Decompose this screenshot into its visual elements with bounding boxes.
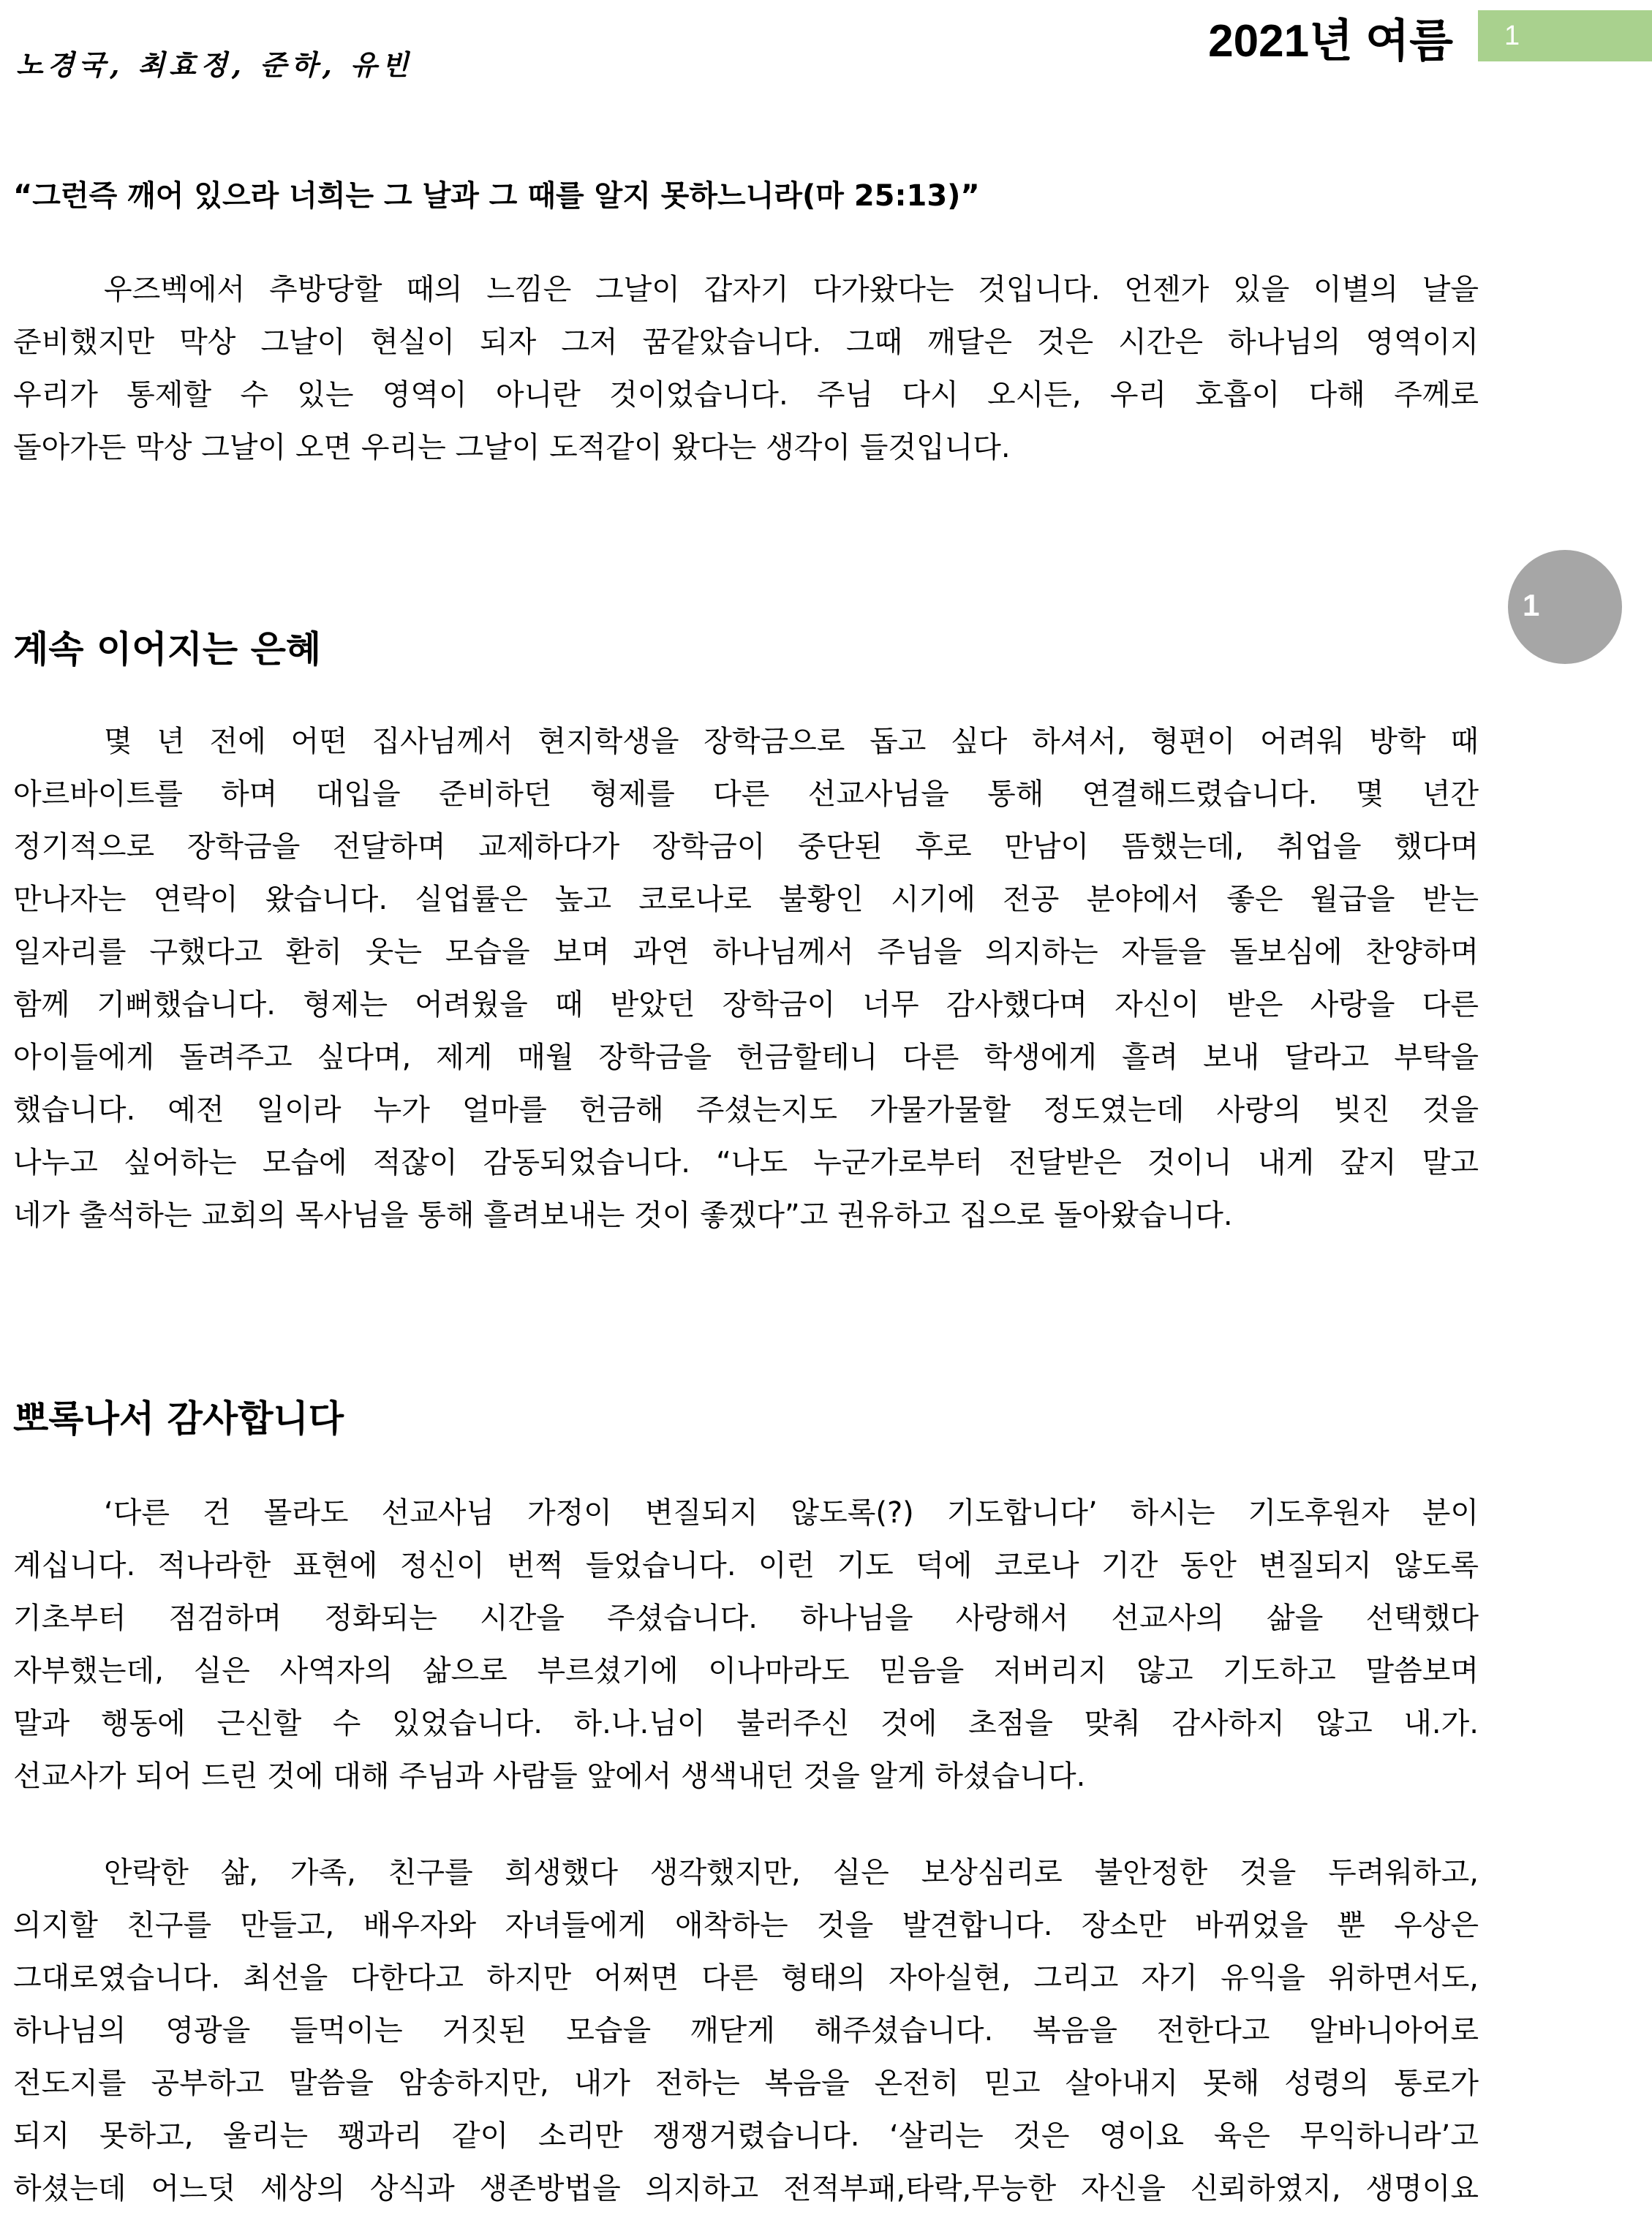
paragraph-line: 전도지를 공부하고 말씀을 암송하지만, 내가 전하는 복음을 온전히 믿고 살아내지 못해 성령의 통로가 [13, 2067, 1479, 2100]
grace-paragraph [13, 715, 1479, 1242]
paragraph-line: 자부했는데, 실은 사역자의 삶으로 부르셨기에 이나마라도 믿음을 저버리지 않고 기도하고 말씀보며 [13, 1654, 1479, 1688]
side-page-marker: 1 [1508, 550, 1622, 664]
paragraph-line: 안락한 삶, 가족, 친구를 희생했다 생각했지만, 실은 보상심리로 불안정한 것을 두려워하고, [104, 1856, 1479, 1890]
paragraph-line: 우리가 통제할 수 있는 영역이 아니란 것이었습니다. 주님 다시 오시든, 우리 호흡이 다해 주께로 [13, 378, 1479, 412]
thanks-paragraph-1 [13, 1487, 1479, 1803]
paragraph-line: 되지 못하고, 울리는 꽹과리 같이 소리만 쟁쟁거렸습니다. ‘살리는 것은 영이요 육은 무익하니라’고 [13, 2119, 1479, 2153]
paragraph-line: 계십니다. 적나라한 표현에 정신이 번쩍 들었습니다. 이런 기도 덕에 코로나 기간 동안 변질되지 않도록 [13, 1549, 1479, 1582]
paragraph-line: 그대로였습니다. 최선을 다한다고 하지만 어쩌면 다른 형태의 자아실현, 그리고 자기 유익을 위하면서도, [13, 1961, 1479, 1995]
paragraph-line: 했습니다. 예전 일이라 누가 얼마를 헌금해 주셨는지도 가물가물할 정도였는데 사랑의 빚진 것을 [13, 1093, 1479, 1127]
paragraph-line: 네가 출석하는 교회의 목사님을 통해 흘려보내는 것이 좋겠다”고 권유하고 집으로 돌아왔습니다. [13, 1199, 1233, 1232]
paragraph-line: 우즈벡에서 추방당할 때의 느낌은 그날이 갑자기 다가왔다는 것입니다. 언젠가 있을 이별의 날을 [104, 273, 1479, 306]
paragraph-line: 나누고 싶어하는 모습에 적잖이 감동되었습니다. “나도 누군가로부터 전달받은 것이니 내게 갚지 말고 [13, 1146, 1479, 1180]
paragraph-line: ‘다른 건 몰라도 선교사님 가정이 변질되지 않도록(?) 기도합니다’ 하시는 기도후원자 분이 [104, 1496, 1479, 1530]
paragraph-line: 말과 행동에 근신할 수 있었습니다. 하.나.님이 불러주신 것에 초점을 맞춰 감사하지 않고 내.가. [13, 1707, 1479, 1740]
paragraph-line: 함께 기뻐했습니다. 형제는 어려웠을 때 받았던 장학금이 너무 감사했다며 자신이 받은 사랑을 다른 [13, 988, 1479, 1022]
paragraph-line: 정기적으로 장학금을 전달하며 교제하다가 장학금이 중단된 후로 만남이 뜸했는데, 취업을 했다며 [13, 830, 1479, 864]
section-heading-grace: 계속 이어지는 은혜 [13, 628, 322, 671]
paragraph-line: 하나님의 영광을 들먹이는 거짓된 모습을 깨닫게 해주셨습니다. 복음을 전한다고 알바니아어로 [13, 2014, 1479, 2048]
paragraph-line: 선교사가 되어 드린 것에 대해 주님과 사람들 앞에서 생색내던 것을 알게 하셨습니다. [13, 1759, 1086, 1793]
scripture-quote: “그런즉 깨어 있으라 너희는 그 날과 그 때를 알지 못하느니라(마 25:13)” [13, 179, 980, 213]
paragraph-line: 의지할 친구를 만들고, 배우자와 자녀들에게 애착하는 것을 발견합니다. 장소만 바뀌었을 뿐 우상은 [13, 1909, 1479, 1942]
paragraph-line: 몇 년 전에 어떤 집사님께서 현지학생을 장학금으로 돕고 싶다 하셔서, 형편이 어려워 방학 때 [104, 725, 1479, 758]
paragraph-line: 돌아가든 막상 그날이 오면 우리는 그날이 도적같이 왔다는 생각이 들것입니다. [13, 431, 1011, 464]
intro-paragraph [13, 263, 1479, 474]
thanks-paragraph-2 [13, 1846, 1479, 2215]
paragraph-line: 일자리를 구했다고 환히 웃는 모습을 보며 과연 하나님께서 주님을 의지하는 자들을 돌보심에 찬양하며 [13, 935, 1479, 969]
paragraph-line: 만나자는 연락이 왔습니다. 실업률은 높고 코로나로 불황인 시기에 전공 분야에서 좋은 월급을 받는 [13, 883, 1479, 916]
paragraph-line: 기초부터 점검하며 정화되는 시간을 주셨습니다. 하나님을 사랑해서 선교사의 삶을 선택했다 [13, 1601, 1479, 1635]
header-season: 2021년 여름 [1208, 16, 1453, 67]
section-heading-thanks: 뽀록나서 감사합니다 [13, 1397, 344, 1440]
paragraph-line: 준비했지만 막상 그날이 현실이 되자 그저 꿈같았습니다. 그때 깨달은 것은 시간은 하나님의 영역이지 [13, 325, 1479, 359]
header-authors: 노경국, 최효정, 준하, 유빈 [16, 48, 413, 81]
paragraph-line: 하셨는데 어느덧 세상의 상식과 생존방법을 의지하고 전적부패,타락,무능한 자신을 신뢰하였지, 생명이요 [13, 2172, 1479, 2205]
header-page-number: 1 [1478, 10, 1652, 61]
paragraph-line: 아이들에게 돌려주고 싶다며, 제게 매월 장학금을 헌금할테니 다른 학생에게 흘려 보내 달라고 부탁을 [13, 1041, 1479, 1074]
paragraph-line: 아르바이트를 하며 대입을 준비하던 형제를 다른 선교사님을 통해 연결해드렸습니다. 몇 년간 [13, 777, 1479, 811]
